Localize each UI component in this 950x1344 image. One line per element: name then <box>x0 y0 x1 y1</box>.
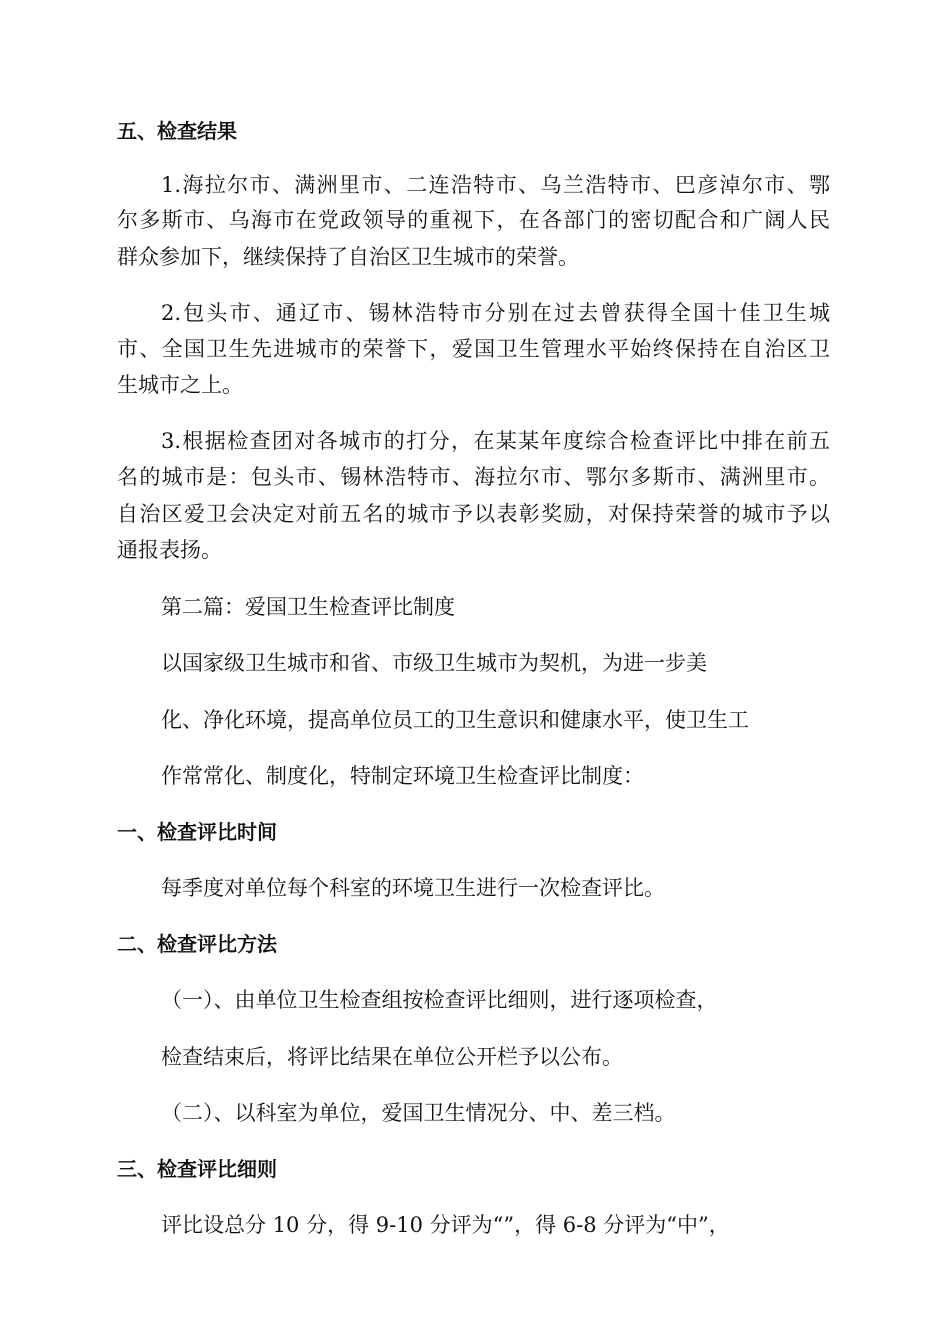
section-text: 每季度对单位每个科室的环境卫生进行一次检查评比。 <box>161 876 665 900</box>
section-heading-rules: 三、检查评比细则 <box>117 1157 277 1181</box>
paragraph-line: 3.根据检查团对各城市的打分，在某某年度综合检查评比中排在前五 <box>161 429 830 453</box>
paragraph-line: 1.海拉尔市、满洲里市、二连浩特市、乌兰浩特市、巴彦淖尔市、鄂 <box>161 173 830 197</box>
method-item-line: 检查结束后，将评比结果在单位公开栏予以公布。 <box>161 1045 623 1069</box>
paragraph-line: 生城市之上。 <box>117 373 243 397</box>
method-item-line: （一）、由单位卫生检查组按检查评比细则，进行逐项检查， <box>161 988 718 1012</box>
method-item-line: （二）、以科室为单位，爱国卫生情况分、中、差三档。 <box>161 1101 676 1125</box>
paragraph-line: 市、全国卫生先进城市的荣誉下，爱国卫生管理水平始终保持在自治区卫 <box>117 337 830 361</box>
section-heading-method: 二、检查评比方法 <box>117 932 277 956</box>
section-text: 评比设总分 10 分，得 9-10 分评为“”，得 6-8 分评为“中”， <box>161 1213 730 1237</box>
paragraph-line: 通报表扬。 <box>117 538 222 562</box>
paragraph-line: 2.包头市、通辽市、锡林浩特市分别在过去曾获得全国十佳卫生城 <box>161 301 830 325</box>
part-title: 第二篇：爱国卫生检查评比制度 <box>161 595 455 619</box>
paragraph-line: 自治区爱卫会决定对前五名的城市予以表彰奖励，对保持荣誉的城市予以 <box>117 502 830 526</box>
intro-line: 以国家级卫生城市和省、市级卫生城市为契机，为进一步美 <box>161 651 707 675</box>
section-heading-time: 一、检查评比时间 <box>117 820 277 844</box>
paragraph-line: 尔多斯市、乌海市在党政领导的重视下，在各部门的密切配合和广阔人民 <box>117 208 830 232</box>
section-heading-results: 五、检查结果 <box>117 119 237 143</box>
paragraph-line: 名的城市是：包头市、锡林浩特市、海拉尔市、鄂尔多斯市、满洲里市。 <box>117 465 830 489</box>
paragraph-line: 群众参加下，继续保持了自治区卫生城市的荣誉。 <box>117 245 579 269</box>
intro-line: 化、净化环境，提高单位员工的卫生意识和健康水平，使卫生工 <box>161 708 749 732</box>
intro-line: 作常常化、制度化，特制定环境卫生检查评比制度： <box>161 764 644 788</box>
